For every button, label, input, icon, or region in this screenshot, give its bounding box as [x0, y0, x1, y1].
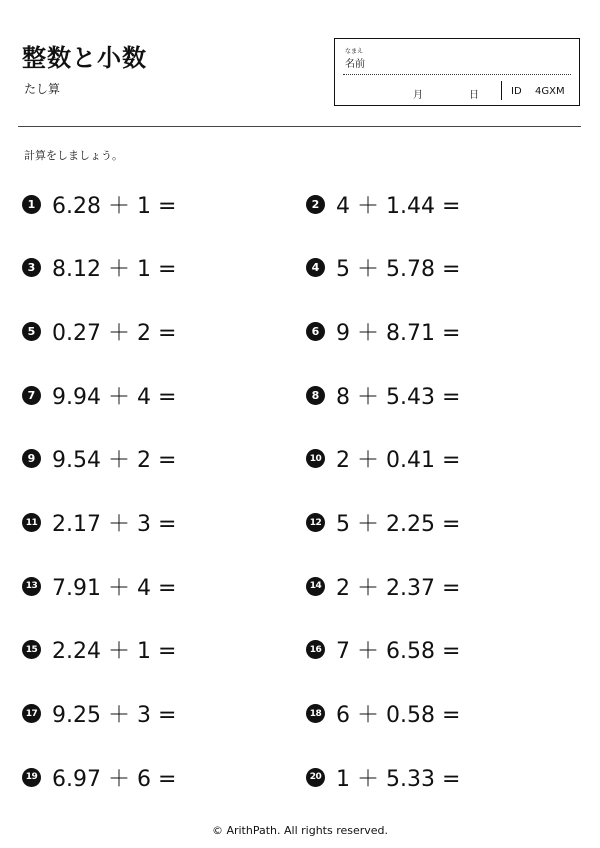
problem-number-badge: 12	[306, 513, 325, 532]
name-label: 名前	[345, 59, 365, 70]
problem-number-badge: 5	[22, 322, 41, 341]
problem-item	[22, 700, 176, 728]
day-label: 日	[469, 90, 479, 101]
problem-expression: 5 ＋ 5.78 =	[336, 257, 461, 283]
problem-number-badge: 11	[22, 513, 41, 532]
problem-number-badge: 3	[22, 258, 41, 277]
problem-number-badge: 15	[22, 640, 41, 659]
problem-expression: 0.27 ＋ 2 =	[52, 320, 177, 346]
problem-number-badge: 16	[306, 640, 325, 659]
name-dotted-line	[343, 74, 571, 75]
problem-item	[306, 509, 460, 537]
problem-item	[306, 700, 460, 728]
problem-expression: 8 ＋ 5.43 =	[336, 384, 461, 410]
problem-item	[22, 381, 176, 409]
problem-item	[306, 317, 460, 345]
problem-number-badge: 8	[306, 386, 325, 405]
problem-expression: 9 ＋ 8.71 =	[336, 320, 461, 346]
problem-item	[22, 763, 176, 791]
problem-expression: 1 ＋ 5.33 =	[336, 766, 461, 792]
problem-item	[22, 509, 176, 537]
problem-number-badge: 19	[22, 768, 41, 787]
worksheet-title: 整数と小数	[22, 44, 147, 72]
name-ruby: なまえ	[345, 48, 364, 55]
worksheet-subtitle: たし算	[24, 82, 61, 96]
problem-item	[306, 572, 460, 600]
problem-number-badge: 18	[306, 704, 325, 723]
problem-number-badge: 10	[306, 449, 325, 468]
problem-number-badge: 6	[306, 322, 325, 341]
problem-number-badge: 7	[22, 386, 41, 405]
problem-item	[22, 190, 176, 218]
problem-number-badge: 9	[22, 449, 41, 468]
problem-expression: 4 ＋ 1.44 =	[336, 193, 461, 219]
problem-number-badge: 4	[306, 258, 325, 277]
problem-item	[306, 636, 460, 664]
name-box	[334, 38, 580, 106]
problem-number-badge: 1	[22, 195, 41, 214]
problem-expression: 2 ＋ 2.37 =	[336, 575, 461, 601]
problem-item	[306, 381, 460, 409]
problem-expression: 6.97 ＋ 6 =	[52, 766, 177, 792]
header-divider	[18, 126, 581, 127]
problem-number-badge: 14	[306, 577, 325, 596]
problem-number-badge: 13	[22, 577, 41, 596]
problem-item	[22, 572, 176, 600]
problem-number-badge: 20	[306, 768, 325, 787]
problem-expression: 9.94 ＋ 4 =	[52, 384, 177, 410]
id-label: ID	[511, 86, 522, 97]
problem-expression: 7 ＋ 6.58 =	[336, 639, 461, 665]
problem-expression: 2 ＋ 0.41 =	[336, 448, 461, 474]
instruction-text: 計算をしましょう。	[24, 149, 123, 162]
problem-item	[306, 445, 460, 473]
problem-number-badge: 2	[306, 195, 325, 214]
problem-expression: 9.25 ＋ 3 =	[52, 703, 177, 729]
copyright-footer: © ArithPath. All rights reserved.	[211, 824, 389, 837]
id-value: 4GXM	[535, 86, 565, 97]
problem-expression: 8.12 ＋ 1 =	[52, 257, 177, 283]
problem-item	[306, 254, 460, 282]
problem-expression: 6 ＋ 0.58 =	[336, 703, 461, 729]
problem-item	[306, 763, 460, 791]
problem-expression: 6.28 ＋ 1 =	[52, 193, 177, 219]
problem-item	[22, 254, 176, 282]
problem-item	[306, 190, 460, 218]
problem-item	[22, 317, 176, 345]
problem-expression: 7.91 ＋ 4 =	[52, 575, 177, 601]
id-divider	[501, 81, 502, 100]
month-label: 月	[413, 90, 423, 101]
problem-expression: 5 ＋ 2.25 =	[336, 512, 461, 537]
problem-item	[22, 445, 176, 473]
problem-expression: 9.54 ＋ 2 =	[52, 448, 177, 474]
problem-number-badge: 17	[22, 704, 41, 723]
problem-item	[22, 636, 176, 664]
problem-expression: 2.24 ＋ 1 =	[52, 639, 177, 665]
problem-expression: 2.17 ＋ 3 =	[52, 512, 177, 537]
